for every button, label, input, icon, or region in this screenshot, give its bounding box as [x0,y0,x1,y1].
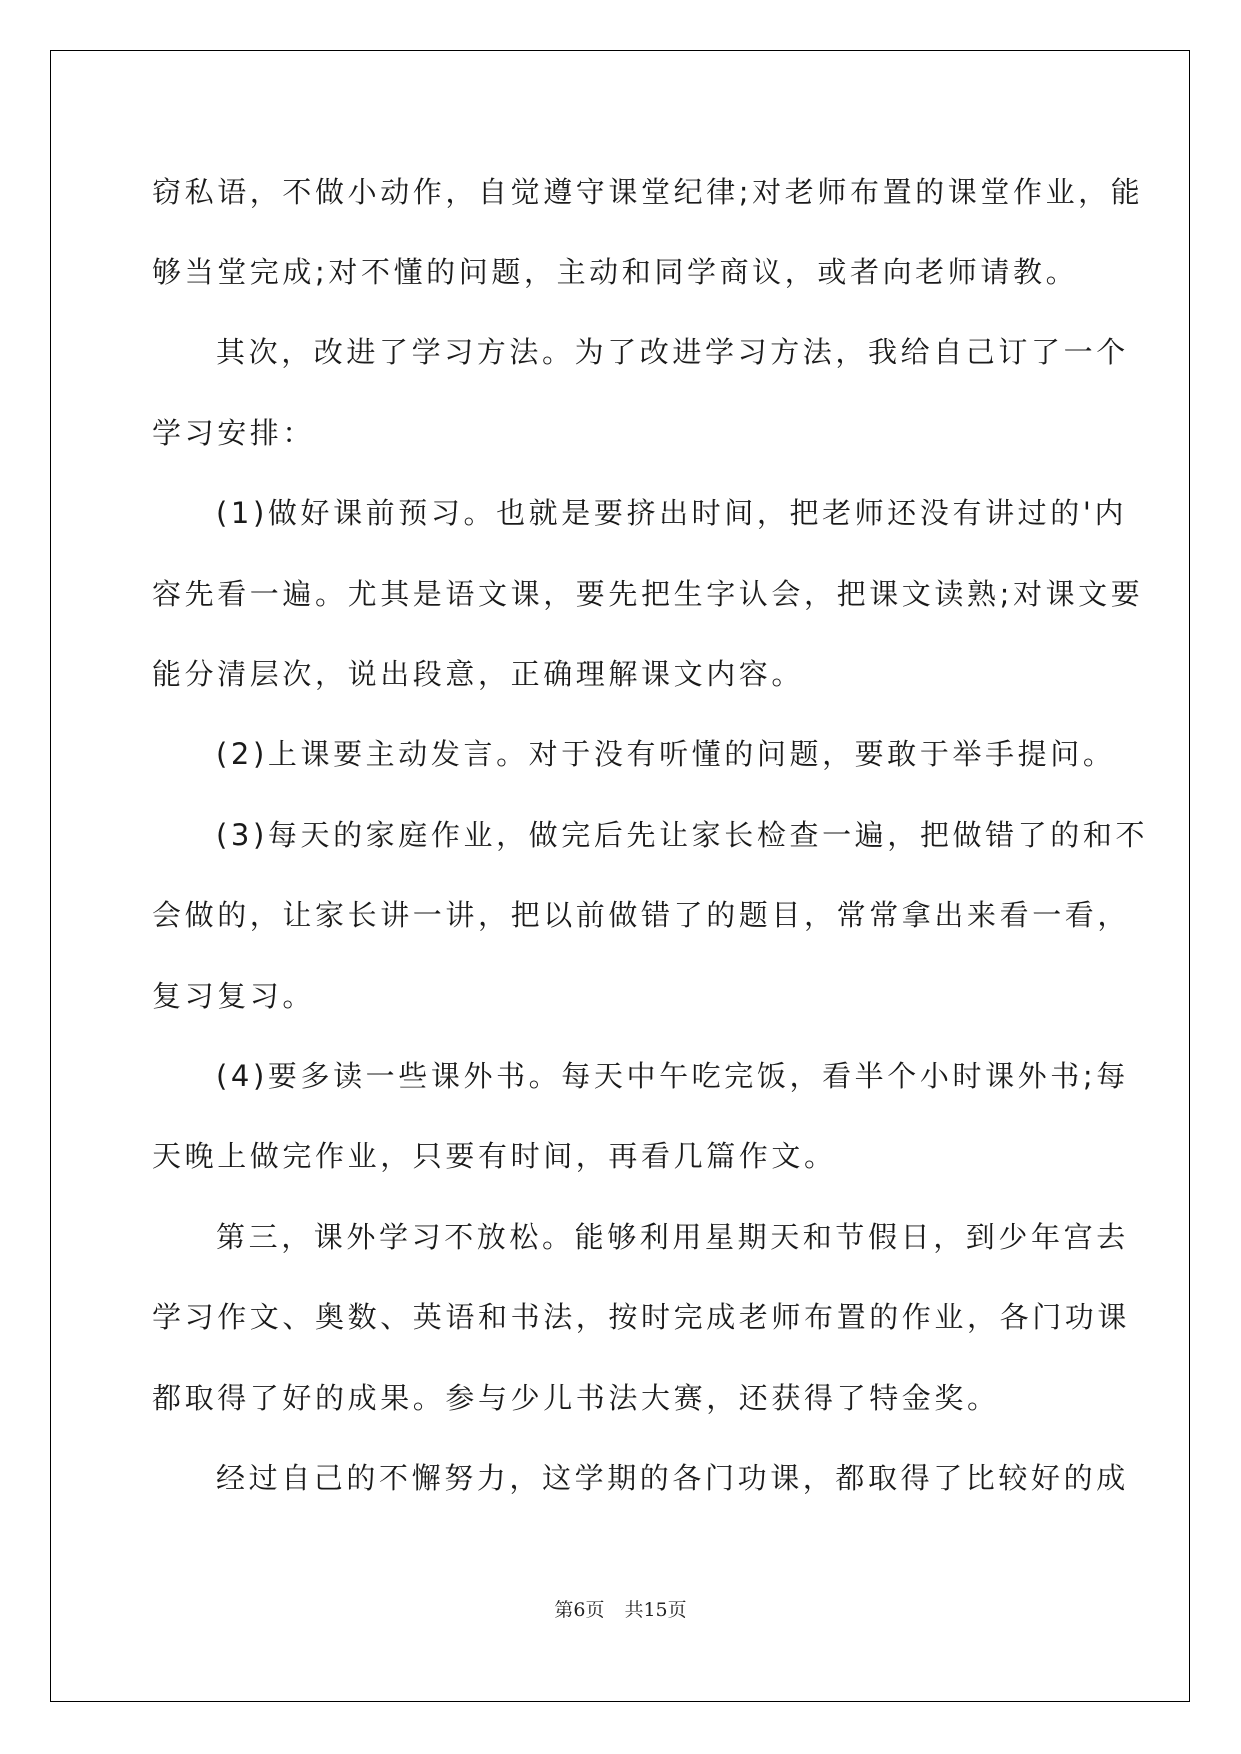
paragraph-start-line: (1)做好课前预习。也就是要挤出时间，把老师还没有讲过的'内 [216,496,1128,530]
paragraph-start-line: 其次，改进了学习方法。为了改进学习方法，我给自己订了一个 [216,335,1129,369]
page-footer [0,1598,1241,1622]
paragraph-start-line: 第三，课外学习不放松。能够利用星期天和节假日，到少年宫去 [216,1220,1129,1254]
text-line: 够当堂完成;对不懂的问题，主动和同学商议，或者向老师请教。 [152,255,1079,289]
paragraph-start-line: (2)上课要主动发言。对于没有听懂的问题，要敢于举手提问。 [216,737,1116,771]
text-line: 窃私语，不做小动作，自觉遵守课堂纪律;对老师布置的课堂作业，能 [152,175,1144,209]
text-line: 会做的，让家长讲一讲，把以前做错了的题目，常常拿出来看一看， [152,898,1131,932]
text-line: 都取得了好的成果。参与少儿书法大赛，还获得了特金奖。 [152,1381,1000,1415]
text-line: 学习作文、奥数、英语和书法，按时完成老师布置的作业，各门功课 [152,1300,1131,1334]
page-total: 共15页 [624,1599,687,1621]
page-border [50,50,1190,1702]
page-number: 第6页 [554,1599,605,1621]
text-line: 容先看一遍。尤其是语文课，要先把生字认会，把课文读熟;对课文要 [152,577,1144,611]
text-line: 学习安排： [152,416,316,450]
paragraph-start-line: 经过自己的不懈努力，这学期的各门功课，都取得了比较好的成 [216,1461,1129,1495]
paragraph-start-line: (4)要多读一些课外书。每天中午吃完饭，看半个小时课外书;每 [216,1059,1129,1093]
text-line: 复习复习。 [152,979,316,1013]
text-line: 天晚上做完作业，只要有时间，再看几篇作文。 [152,1139,837,1173]
paragraph-start-line: (3)每天的家庭作业，做完后先让家长检查一遍，把做错了的和不 [216,818,1149,852]
text-line: 能分清层次，说出段意，正确理解课文内容。 [152,657,805,691]
